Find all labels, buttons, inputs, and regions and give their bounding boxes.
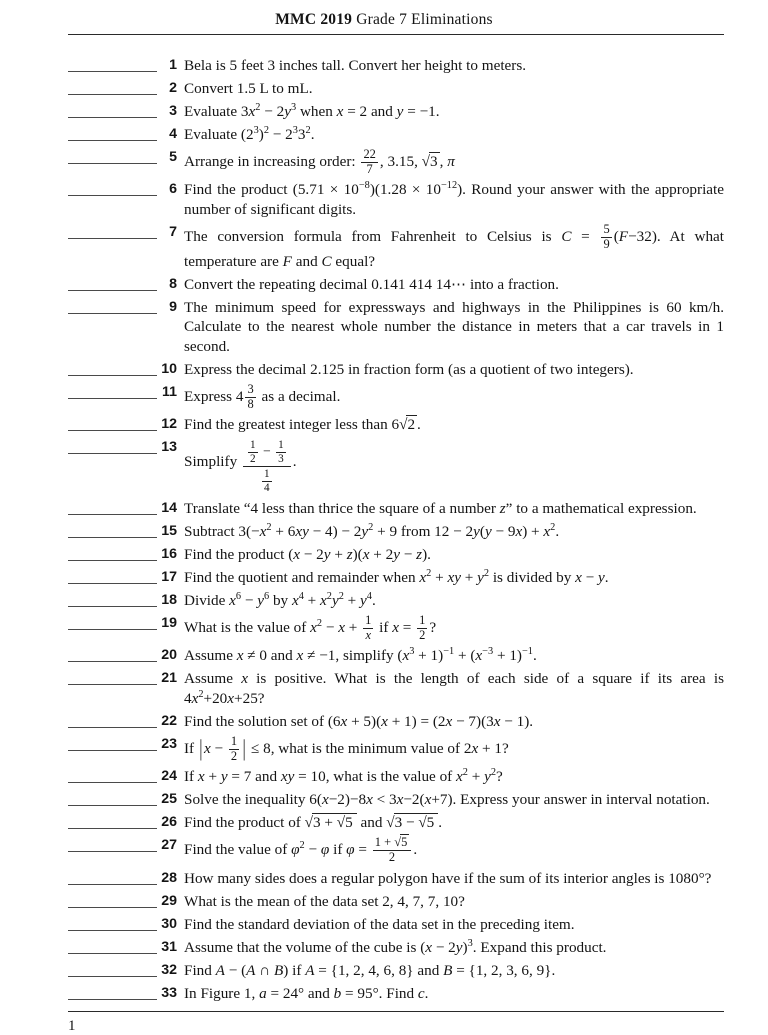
answer-blank bbox=[68, 438, 157, 454]
problem-text: Find the value of $\varphi^2 - \varphi$ if φ = $\frac{1 + √5}{2}$ . bbox=[184, 835, 418, 865]
answer-blank bbox=[68, 591, 157, 607]
problem-row bbox=[68, 646, 724, 666]
problem-row bbox=[68, 790, 724, 810]
answer-blank bbox=[68, 961, 157, 977]
problem-number: 22 bbox=[161, 712, 177, 729]
problem-row bbox=[68, 415, 724, 435]
problem-text: Convert the repeating decimal 0.141 414 14⋯ into a fraction. bbox=[184, 275, 559, 293]
problem-text: Assume x is positive. What is the length of each side of a square if its area is $4x^2+20x+25$? bbox=[184, 670, 725, 707]
problem-number: 23 bbox=[161, 735, 177, 752]
answer-blank bbox=[68, 767, 157, 783]
problem-text: Find the quotient and remainder when $x^2$ + xy + $y^2$ is divided by x − y. bbox=[184, 567, 609, 586]
answer-blank bbox=[68, 275, 157, 291]
problem-number: 25 bbox=[161, 791, 177, 808]
problem-row bbox=[68, 568, 724, 588]
problem-text: Find the solution set of (6x + 5)(x + 1) = (2x − 7)(3x − 1). bbox=[184, 712, 534, 730]
answer-blank bbox=[68, 836, 157, 852]
problem-text: Find A − (A ∩ B) if A = {1, 2, 4, 6, 8} and B = {1, 2, 3, 6, 9}. bbox=[184, 961, 556, 979]
page-title-rest: Grade 7 Eliminations bbox=[352, 11, 493, 28]
problem-row bbox=[68, 591, 724, 611]
answer-blank bbox=[68, 669, 157, 685]
problem-number: 4 bbox=[169, 126, 177, 142]
problem-row bbox=[68, 56, 724, 76]
problem-text: If |x − $\frac{1}{2}$ | ≤ 8, what is the minimum value of 2x + 1? bbox=[184, 733, 509, 763]
page-header bbox=[0, 10, 768, 35]
problem-number: 11 bbox=[162, 383, 177, 400]
problem-number: 32 bbox=[161, 961, 177, 978]
problem-row bbox=[68, 522, 724, 542]
problem-row bbox=[68, 712, 724, 732]
problem-row bbox=[68, 223, 724, 271]
problem-row bbox=[68, 545, 724, 565]
problem-text: Express the decimal 2.125 in fraction form (as a quotient of two integers). bbox=[184, 360, 634, 378]
problem-row bbox=[68, 148, 724, 177]
problem-row bbox=[68, 79, 724, 99]
answer-blank bbox=[68, 79, 157, 95]
problem-text: Find the standard deviation of the data set in the preceding item. bbox=[184, 915, 575, 933]
answer-blank bbox=[68, 646, 157, 662]
problem-number: 17 bbox=[161, 568, 177, 585]
problem-text: What is the mean of the data set 2, 4, 7, 7, 10? bbox=[184, 892, 465, 910]
problem-row bbox=[68, 669, 724, 708]
problem-text: Bela is 5 feet 3 inches tall. Convert her height to meters. bbox=[184, 57, 527, 74]
problem-number: 2 bbox=[169, 80, 177, 96]
problem-number: 20 bbox=[161, 647, 177, 664]
problem-row bbox=[68, 360, 724, 380]
problem-number: 19 bbox=[161, 614, 177, 631]
problem-row bbox=[68, 383, 724, 412]
answer-blank bbox=[68, 383, 157, 399]
problem-text: Translate “4 less than thrice the square of a number z” to a mathematical expression. bbox=[184, 499, 697, 517]
page-footer bbox=[0, 1007, 768, 1035]
problem-number: 27 bbox=[161, 837, 177, 854]
page-number: 1 bbox=[68, 1017, 76, 1034]
problem-number: 10 bbox=[161, 360, 177, 377]
problem-row bbox=[68, 275, 724, 295]
problem-number: 31 bbox=[161, 938, 177, 955]
answer-blank bbox=[68, 545, 157, 561]
problem-text: What is the value of $x^2 - x$ + $\frac{1}{x}$ if x = $\frac{1}{2}$ ? bbox=[184, 612, 437, 642]
problem-row bbox=[68, 892, 724, 912]
answer-blank bbox=[68, 180, 157, 196]
problem-text: In Figure 1, a = 24° and b = 95°. Find c. bbox=[184, 984, 429, 1002]
answer-blank bbox=[68, 125, 157, 141]
answer-blank bbox=[68, 813, 157, 829]
answer-blank bbox=[68, 499, 157, 515]
answer-blank bbox=[68, 360, 157, 376]
answer-blank bbox=[68, 735, 157, 751]
problem-row bbox=[68, 735, 724, 764]
problem-row bbox=[68, 915, 724, 935]
problem-row bbox=[68, 813, 724, 833]
problem-number: 33 bbox=[161, 984, 177, 1001]
problem-text: Simplify $\frac{1}{2}$ − $\frac{1}{3}$ $\frac{1}{4}$ . bbox=[184, 439, 297, 494]
problem-number: 13 bbox=[161, 439, 177, 456]
problem-number: 5 bbox=[169, 149, 177, 165]
answer-blank bbox=[68, 223, 157, 239]
answer-blank bbox=[68, 568, 157, 584]
problem-number: 16 bbox=[161, 545, 177, 562]
problem-row bbox=[68, 961, 724, 981]
problem-row bbox=[68, 869, 724, 889]
problem-number: 12 bbox=[161, 416, 177, 433]
problem-number: 9 bbox=[169, 298, 177, 315]
problem-row bbox=[68, 499, 724, 519]
problem-text: Subtract $3(-x^2 + 6xy - 4) - 2y^2 + 9$ from $12 - 2y(y - 9x) + x^2$. bbox=[184, 521, 560, 540]
problem-number: 28 bbox=[161, 869, 177, 886]
problem-text: Find the product $(5.71 \times 10^{-8})(1.28 \times 10^{-12})$. Round your answer with the appropriate number of significant digits. bbox=[184, 180, 724, 218]
problem-row bbox=[68, 180, 724, 219]
problem-text: If x + y = 7 and xy = 10, what is the value of $x^2 + y^2$? bbox=[184, 767, 503, 786]
problem-row bbox=[68, 836, 724, 865]
answer-blank bbox=[68, 915, 157, 931]
problem-text: Evaluate $3x^2 - 2y^3$ when x = 2 and y = −1. bbox=[184, 101, 440, 120]
answer-blank bbox=[68, 790, 157, 806]
problem-row bbox=[68, 938, 724, 958]
answer-blank bbox=[68, 56, 157, 72]
problem-number: 1 bbox=[169, 57, 177, 73]
problem-row bbox=[68, 298, 724, 357]
problem-row bbox=[68, 125, 724, 145]
page-title-bold: MMC 2019 bbox=[275, 11, 353, 28]
problem-text: Assume that the volume of the cube is $(x - 2y)^3$. Expand this product. bbox=[184, 937, 607, 956]
problem-number: 24 bbox=[161, 768, 177, 785]
problem-text: Divide $x^6 - y^6$ by $x^4 + x^2y^2 + y^4$. bbox=[184, 590, 376, 609]
header-divider bbox=[68, 34, 724, 35]
problem-text: Find the product of √3 + √5 and √3 − √5 . bbox=[184, 814, 443, 832]
problem-number: 26 bbox=[161, 814, 177, 831]
problem-text: Convert 1.5 L to mL. bbox=[184, 80, 313, 97]
answer-blank bbox=[68, 938, 157, 954]
problem-number: 21 bbox=[161, 670, 177, 687]
problem-number: 3 bbox=[169, 103, 177, 119]
problem-number: 14 bbox=[161, 499, 177, 516]
answer-blank bbox=[68, 892, 157, 908]
problem-number: 29 bbox=[161, 892, 177, 909]
answer-blank bbox=[68, 148, 157, 164]
problem-row bbox=[68, 438, 724, 495]
problem-number: 7 bbox=[169, 223, 177, 240]
problem-list bbox=[68, 56, 724, 1007]
problem-text: How many sides does a regular polygon have if the sum of its interior angles is 1080°? bbox=[184, 869, 712, 887]
page-title bbox=[0, 10, 768, 30]
answer-blank bbox=[68, 869, 157, 885]
answer-blank bbox=[68, 522, 157, 538]
answer-blank bbox=[68, 415, 157, 431]
problem-text: The minimum speed for expressways and highways in the Philippines is 60 km/h. Calculate to the nearest whole number the distance in meters that a car travels in 1 second. bbox=[184, 298, 724, 355]
answer-blank bbox=[68, 712, 157, 728]
problem-number: 6 bbox=[169, 181, 177, 198]
problem-number: 8 bbox=[169, 275, 177, 292]
problem-text: Express 4 $\frac{3}{8}$ as a decimal. bbox=[184, 381, 341, 411]
problem-text: Evaluate $(2^3)^2 - 2^33^2$. bbox=[184, 124, 315, 143]
problem-row bbox=[68, 614, 724, 643]
problem-text: Assume x ≠ 0 and x ≠ −1, simplify $(x^3 + 1)^{-1} + (x^{-3} + 1)^{-1}$. bbox=[184, 646, 537, 665]
problem-text: Find the product (x − 2y + z)(x + 2y − z). bbox=[184, 545, 431, 563]
footer-divider bbox=[68, 1011, 724, 1012]
problem-number: 18 bbox=[161, 591, 177, 608]
problem-text: Find the greatest integer less than 6√2 . bbox=[184, 416, 421, 434]
problem-row bbox=[68, 767, 724, 787]
problem-text: Solve the inequality 6(x−2)−8x < 3x−2(x+7). Express your answer in interval notation. bbox=[184, 791, 710, 809]
problem-text: Arrange in increasing order: $\frac{22}{7}$ , 3.15, √3 , π bbox=[184, 147, 455, 176]
problem-row bbox=[68, 102, 724, 122]
answer-blank bbox=[68, 614, 157, 630]
answer-blank bbox=[68, 102, 157, 118]
problem-number: 15 bbox=[161, 522, 177, 539]
problem-row bbox=[68, 984, 724, 1004]
problem-text: The conversion formula from Fahrenheit to Celsius is C = $\frac{5}{9}$ (F−32). At what temperature are F and C equal? bbox=[184, 221, 724, 270]
answer-blank bbox=[68, 984, 157, 1000]
answer-blank bbox=[68, 298, 157, 314]
problem-number: 30 bbox=[161, 915, 177, 932]
